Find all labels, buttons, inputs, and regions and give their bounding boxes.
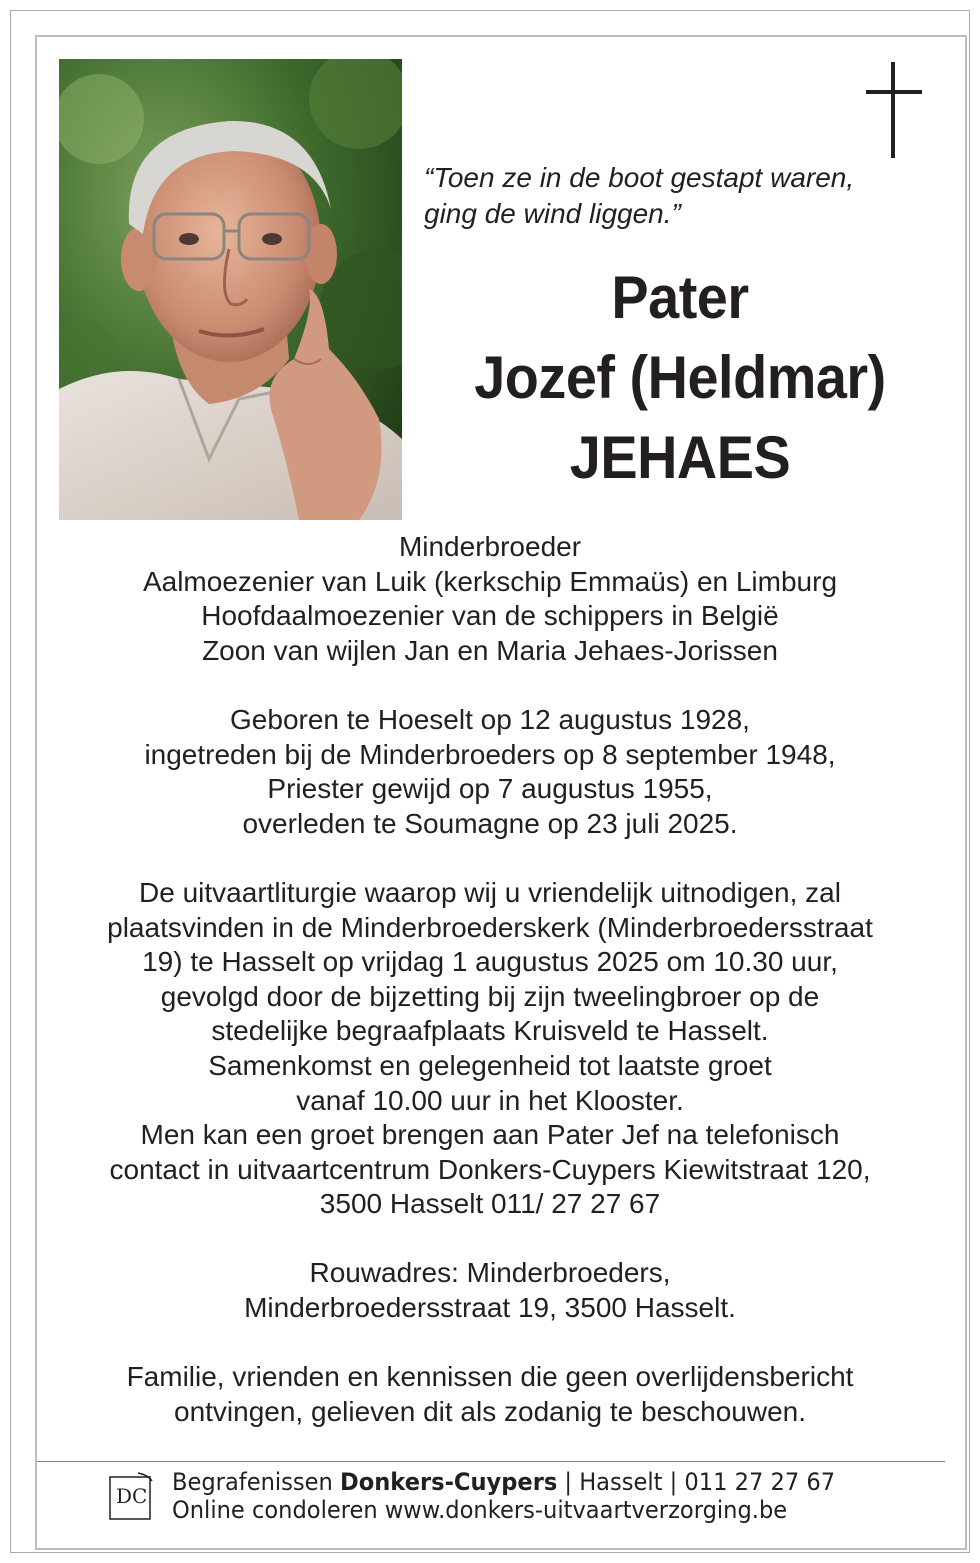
cross-icon [866,62,922,158]
funeral-line: Samenkomst en gelegenheid tot laatste groet [208,1049,772,1081]
funeral-line: contact in uitvaartcentrum Donkers-Cuypers Kiewitstraat 120, [109,1153,871,1185]
funeral-line: gevolgd door de bijzetting bij zijn tweelingbroer op de [160,980,820,1012]
deceased-name [448,258,913,498]
footer-prefix: Begrafenissen [172,1468,341,1496]
name-given: Jozef (Heldmar) [474,344,886,411]
footer-city: | Hasselt | [557,1468,685,1496]
titles-line: Minderbroeder [398,531,582,562]
footer-line-1 [172,1468,886,1496]
address-line: Minderbroedersstraat 19, 3500 Hasselt. [244,1292,736,1324]
funeral-home-logo-icon [108,1471,154,1521]
name-title: Pater [611,264,749,331]
dates-line: ingetreden bij de Minderbroeders op 8 september 1948, [144,738,836,770]
footer-divider [37,1461,945,1462]
portrait-photo [59,59,402,520]
funeral-line: plaatsvinden in de Minderbroederskerk (Minderbroedersstraat [107,911,873,943]
logo-letter-d: DC [116,1484,148,1508]
quote-line: ging de wind liggen.” [424,198,681,229]
address-line: Rouwadres: Minderbroeders, [309,1257,671,1289]
dates-line: overleden te Soumagne op 23 juli 2025. [242,807,738,839]
funeral-line: 19) te Hasselt op vrijdag 1 augustus 2025 om 10.30 uur, [142,946,838,978]
announcement-body [40,530,940,1429]
name-surname: JEHAES [569,424,791,491]
titles-line: Zoon van wijlen Jan en Maria Jehaes-Jorissen [202,634,778,666]
closing-line: ontvingen, gelieven dit als zodanig te beschouwen. [174,1395,806,1427]
footer-phone: 011 27 27 67 [684,1468,836,1496]
footer [172,1468,886,1524]
titles-line: Aalmoezenier van Luik (kerkschip Emmaüs) en Limburg [142,565,838,597]
dates-line: Geboren te Hoeselt op 12 augustus 1928, [230,703,750,735]
funeral-line: stedelijke begraafplaats Kruisveld te Hasselt. [211,1015,769,1047]
footer-line-2: Online condoleren www.donkers-uitvaartverzorging.be [172,1496,788,1524]
dates-line: Priester gewijd op 7 augustus 1955, [267,773,713,805]
funeral-line: 3500 Hasselt 011/ 27 27 67 [319,1188,661,1220]
quote [424,160,944,232]
quote-line: “Toen ze in de boot gestapt waren, [424,162,855,193]
funeral-line: vanaf 10.00 uur in het Klooster. [296,1084,684,1116]
funeral-line: Men kan een groet brengen aan Pater Jef na telefonisch [140,1119,840,1151]
footer-company: Donkers-Cuypers [340,1468,558,1496]
titles-line: Hoofdaalmoezenier van de schippers in België [201,600,779,632]
funeral-line: De uitvaartliturgie waarop wij u vriendelijk uitnodigen, zal [139,876,841,908]
closing-line: Familie, vrienden en kennissen die geen overlijdensbericht [126,1361,854,1393]
